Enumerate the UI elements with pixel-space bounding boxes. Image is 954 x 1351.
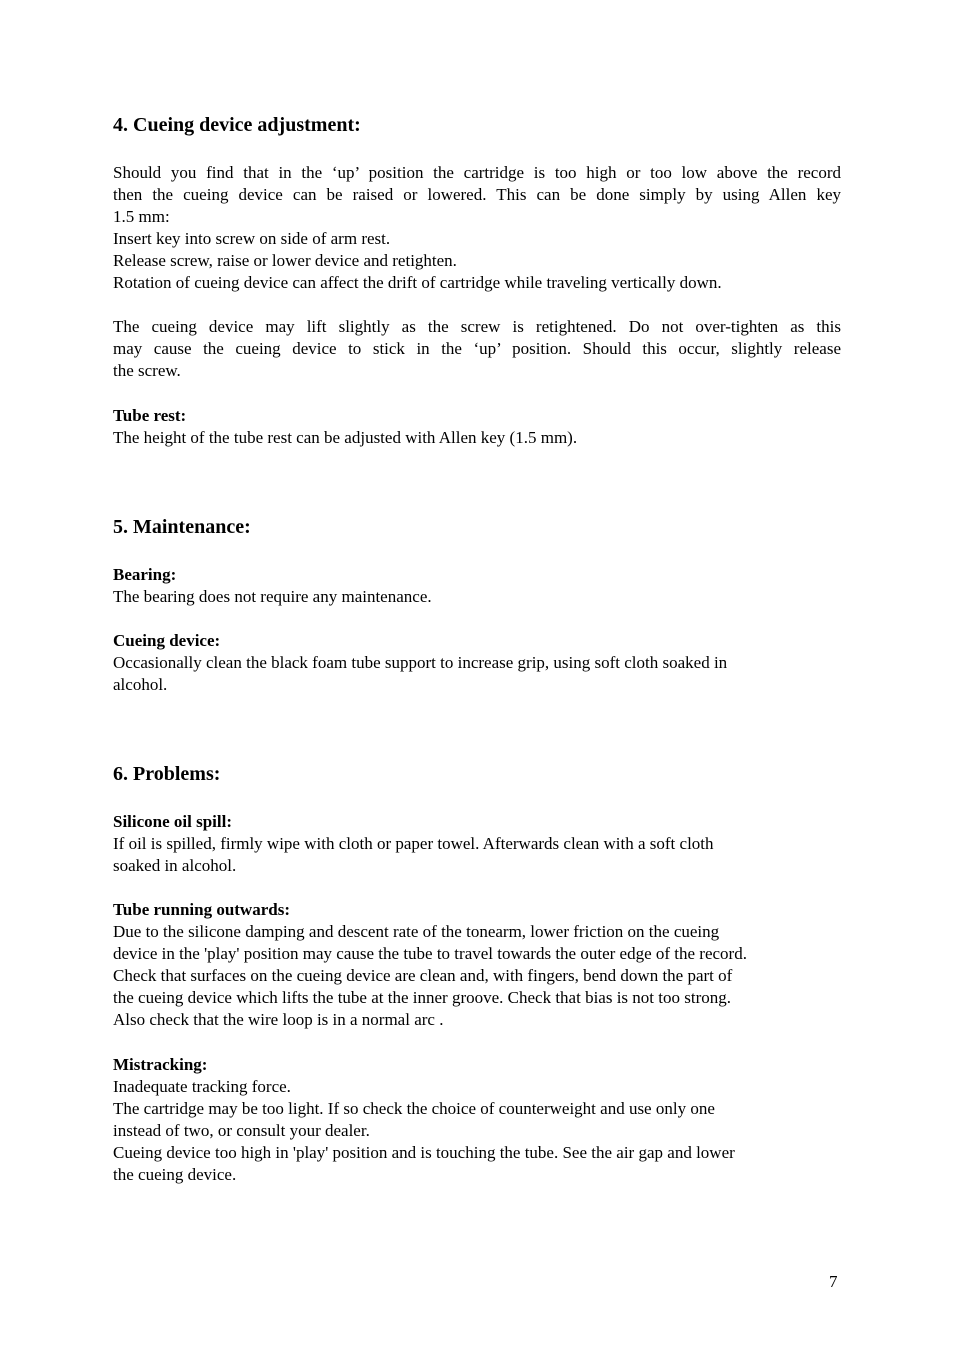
section-heading-cueing-adjustment: 4. Cueing device adjustment: (113, 114, 361, 136)
section-heading-problems: 6. Problems: (113, 763, 221, 785)
text-line: Due to the silicone damping and descent rate of the tonearm, lower friction on the cueing (113, 922, 720, 941)
text-line: 1.5 mm: (113, 207, 170, 226)
paragraph-cueing-device (113, 652, 841, 696)
text-line: The bearing does not require any maintenance. (113, 587, 432, 606)
text-line: The cartridge may be too light. If so check the choice of counterweight and use only one (113, 1099, 715, 1118)
text-line: If oil is spilled, firmly wipe with cloth or paper towel. Afterwards clean with a soft cloth (113, 834, 714, 853)
text-line: The height of the tube rest can be adjusted with Allen key (1.5 mm). (113, 428, 578, 447)
subheading-bearing: Bearing: (113, 565, 177, 584)
text-line: the screw. (113, 361, 181, 380)
text-line: Also check that the wire loop is in a normal arc . (113, 1010, 444, 1029)
paragraph-cueing-adjustment (113, 162, 841, 294)
text-line: then the cueing device can be raised or lowered. This can be done simply by using Allen key (113, 185, 841, 204)
text-line: soaked in alcohol. (113, 856, 237, 875)
text-line: Inadequate tracking force. (113, 1077, 291, 1096)
text-line: Release screw, raise or lower device and retighten. (113, 251, 457, 270)
paragraph-tube-running-outwards (113, 921, 841, 1031)
subheading-tube-running-outwards: Tube running outwards: (113, 900, 290, 919)
text-line: the cueing device. (113, 1165, 237, 1184)
text-line: Rotation of cueing device can affect the drift of cartridge while traveling vertically down. (113, 273, 722, 292)
paragraph-cueing-lift (113, 316, 841, 382)
text-line: instead of two, or consult your dealer. (113, 1121, 370, 1140)
subheading-silicone-oil-spill: Silicone oil spill: (113, 812, 233, 831)
text-line: Cueing device too high in 'play' position and is touching the tube. See the air gap and lower (113, 1143, 735, 1162)
subheading-cueing-device: Cueing device: (113, 631, 221, 650)
text-line: alcohol. (113, 675, 168, 694)
text-line: Occasionally clean the black foam tube support to increase grip, using soft cloth soaked in (113, 653, 728, 672)
text-line: the cueing device which lifts the tube at the inner groove. Check that bias is not too strong. (113, 988, 731, 1007)
paragraph-silicone-oil-spill (113, 833, 841, 877)
text-line: Check that surfaces on the cueing device are clean and, with fingers, bend down the part of (113, 966, 733, 985)
page-number: 7 (829, 1272, 838, 1291)
subheading-mistracking: Mistracking: (113, 1055, 208, 1074)
text-line: device in the 'play' position may cause the tube to travel towards the outer edge of the record. (113, 944, 747, 963)
paragraph-tube-rest (113, 427, 841, 449)
section-heading-maintenance: 5. Maintenance: (113, 516, 251, 538)
paragraph-bearing (113, 586, 841, 608)
paragraph-mistracking (113, 1076, 841, 1186)
text-line: Should you find that in the ‘up’ position the cartridge is too high or too low above the record (113, 163, 841, 182)
subheading-tube-rest: Tube rest: (113, 406, 187, 425)
text-line: Insert key into screw on side of arm rest. (113, 229, 391, 248)
text-line: may cause the cueing device to stick in the ‘up’ position. Should this occur, slightly release (113, 339, 841, 358)
text-line: The cueing device may lift slightly as the screw is retightened. Do not over-tighten as this (113, 317, 841, 336)
